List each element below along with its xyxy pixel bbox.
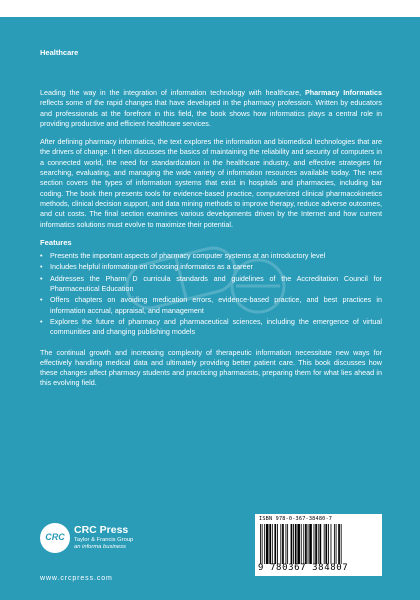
barcode-bar (305, 524, 307, 564)
publisher-website: www.crcpress.com (40, 575, 113, 582)
barcode-bar (280, 524, 281, 564)
barcode-bar (266, 524, 269, 564)
barcode-bar (272, 524, 273, 564)
book-title: Pharmacy Informatics (304, 88, 382, 97)
barcode-bar (324, 524, 325, 564)
barcode-bar (308, 524, 309, 564)
barcode-bar (309, 524, 312, 564)
isbn-barcode (255, 514, 382, 576)
barcode-bar (286, 524, 287, 564)
barcode-bar (264, 524, 265, 564)
feature-item: • Includes helpful information on choosing informatics as a career (40, 262, 382, 272)
publisher-group: Taylor & Francis Group (74, 537, 134, 543)
feature-item: • Addresses the Pharm D curricula standards and guidelines of the Accreditation Council for Pharmaceutical Education (40, 274, 382, 295)
closing-paragraph: The continual growth and increasing complexity of therapeutic information necessitate new ways for effectively handling medical data and ultimately providing better patient care. This book discusses how these changes affect pharmacy students and practicing pharmacists, preparing them for what lies ahead in this evolving field. (40, 347, 382, 388)
publisher-tagline: an informa business (74, 544, 126, 550)
barcode-bar (325, 524, 327, 564)
barcode-bar (315, 524, 317, 564)
barcode-bars (259, 524, 378, 564)
description-paragraph: After defining pharmacy informatics, the text explores the information and biomedical technologies that are the drivers of change. It then discusses the basics of maintaining the reliability and security of computers in a connected world, the need for standardization in the healthcare industry, and effective strategies for searching, evaluating, and managing the wide variety of information resources available today. The next section covers the types of information systems that exist in hospitals and pharmacies, including bar coding. The book then presents tools for evidence-based practice, computerized clinical pharmacokinetics methods, clinical decision support, and data mining methods to improve therapy, reduce adverse outcomes, and cut costs. The final section examines various developments driven by the Internet and how current informatics solutions must evolve to maximize their potential. (40, 137, 382, 229)
features-list (40, 251, 382, 337)
barcode-bar (314, 524, 315, 564)
barcode-bar (260, 524, 261, 564)
intro-text-start: Leading the way in the integration of information technology with healthcare, (40, 88, 305, 97)
barcode-bar (287, 524, 288, 564)
back-cover-text (40, 88, 382, 397)
feature-item: • Presents the important aspects of pharmacy computer systems at an introductory level (40, 251, 382, 261)
barcode-bar (277, 524, 278, 564)
barcode-bar (293, 524, 294, 564)
top-white-strip (0, 0, 420, 17)
intro-text-end: reflects some of the rapid changes that have developed in the pharmacy profession. Written by educators and professionals at the forefront in this field, the book shows how informatics plays a central role in providing productive and efficient healthcare services. (40, 98, 382, 128)
barcode-bar (262, 524, 263, 564)
category-label: Healthcare (40, 48, 79, 57)
intro-paragraph (40, 88, 382, 129)
barcode-bar (338, 524, 340, 564)
barcode-bar (341, 524, 342, 564)
barcode-bar (318, 524, 319, 564)
barcode-bar (269, 524, 271, 564)
logo-mark-text: CRC (45, 532, 65, 542)
isbn-text: ISBN 978-0-367-38480-7 (259, 516, 333, 522)
barcode-bar (320, 524, 322, 564)
publisher-name: CRC Press (74, 524, 129, 536)
barcode-bar (282, 524, 284, 564)
features-heading: Features (40, 237, 72, 247)
barcode-bar (297, 524, 300, 564)
barcode-bar (303, 524, 304, 564)
feature-item: • Offers chapters on avoiding medication errors, evidence-based practice, and best practices in information accrual, appraisal, and management (40, 295, 382, 316)
barcode-bar (331, 524, 332, 564)
barcode-bar (301, 524, 302, 564)
barcode-bar (334, 524, 335, 564)
barcode-number: 9 780367 384807 (258, 563, 349, 573)
publisher-logo (40, 521, 190, 571)
feature-item: • Explores the future of pharmacy and pharmaceutical sciences, including the emergence of virtual communities and changing publishing models (40, 317, 382, 338)
barcode-bar (295, 524, 297, 564)
barcode-bar (336, 524, 337, 564)
barcode-bar (274, 524, 276, 564)
barcode-bar (291, 524, 293, 564)
barcode-bar (328, 524, 329, 564)
